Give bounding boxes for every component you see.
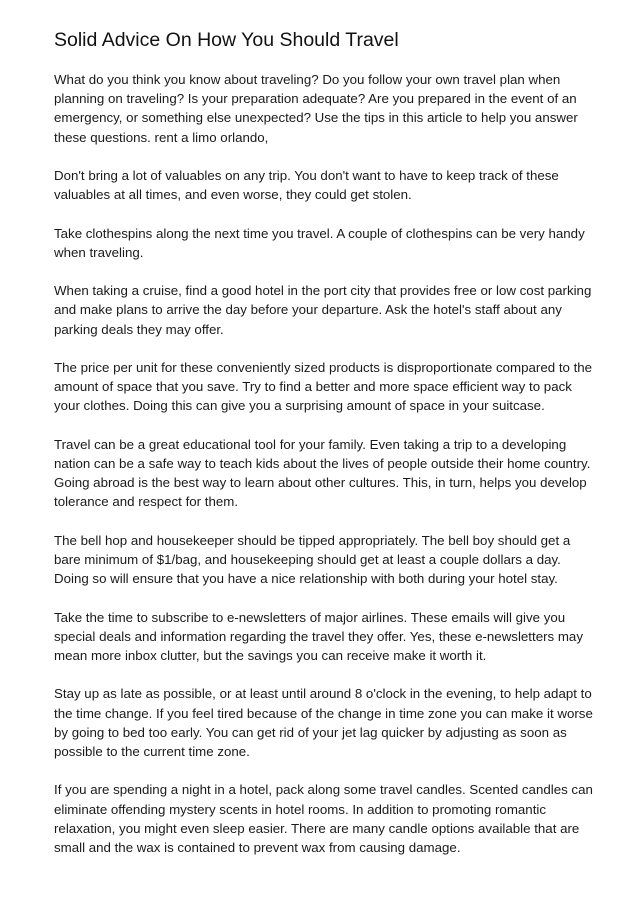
- paragraph-clothespins: Take clothespins along the next time you travel. A couple of clothespins can be very handy when traveling.: [54, 225, 585, 260]
- paragraph-jet-lag: Stay up as late as possible, or at least until around 8 o'clock in the evening, to help adapt to the time change. If you feel tired because of the change in time zone you can make it worse by going to bed too early. You can get rid of your jet lag quicker by adjusting as soon as possible to the current time zone.: [54, 686, 593, 759]
- paragraph-newsletters: Take the time to subscribe to e-newsletters of major airlines. These emails will give you special deals and information regarding the travel they offer. Yes, these e-newsletters may mean more inbox clutter, but the savings you can receive make it worth it.: [54, 609, 583, 663]
- document-title: Solid Advice On How You Should Travel: [54, 29, 399, 51]
- paragraph-education: Travel can be a great educational tool for your family. Even taking a trip to a developing nation can be a safe way to teach kids about the lives of people outside their home country. Going abroad is the best way to learn about other cultures. This, in turn, helps you develop tolerance and respect for them.: [54, 436, 591, 510]
- paragraph-intro: What do you think you know about traveling? Do you follow your own travel plan when planning on traveling? Is your preparation adequate? Are you prepared in the event of an emergency, or something else unexpected? Use the tips in this article to help you answer these questions. rent a limo orlando,: [54, 72, 578, 145]
- paragraph-candles: If you are spending a night in a hotel, pack along some travel candles. Scented candles can eliminate offending mystery scents in hotel rooms. In addition to promoting romantic relaxation, you might even sleep easier. There are many candle options available that are small and the wax is contained to prevent wax from causing damage.: [54, 782, 593, 855]
- paragraph-tipping: The bell hop and housekeeper should be tipped appropriately. The bell boy should get a bare minimum of $1/bag, and housekeeping should get at least a couple dollars a day. Doing so will ensure that you have a nice relationship with both during your hotel stay.: [54, 532, 571, 587]
- paragraph-valuables: Don't bring a lot of valuables on any trip. You don't want to have to keep track of these valuables at all times, and even worse, they could get stolen.: [54, 168, 559, 203]
- document-page: [54, 28, 594, 876]
- paragraph-cruise: When taking a cruise, find a good hotel in the port city that provides free or low cost parking and make plans to arrive the day before your departure. Ask the hotel's staff about any parking deals they may offer.: [54, 283, 592, 337]
- paragraph-packing: The price per unit for these conveniently sized products is disproportionate compared to the amount of space that you save. Try to find a better and more space efficient way to pack your clothes. Doing this can give you a surprising amount of space in your suitcase.: [54, 359, 593, 414]
